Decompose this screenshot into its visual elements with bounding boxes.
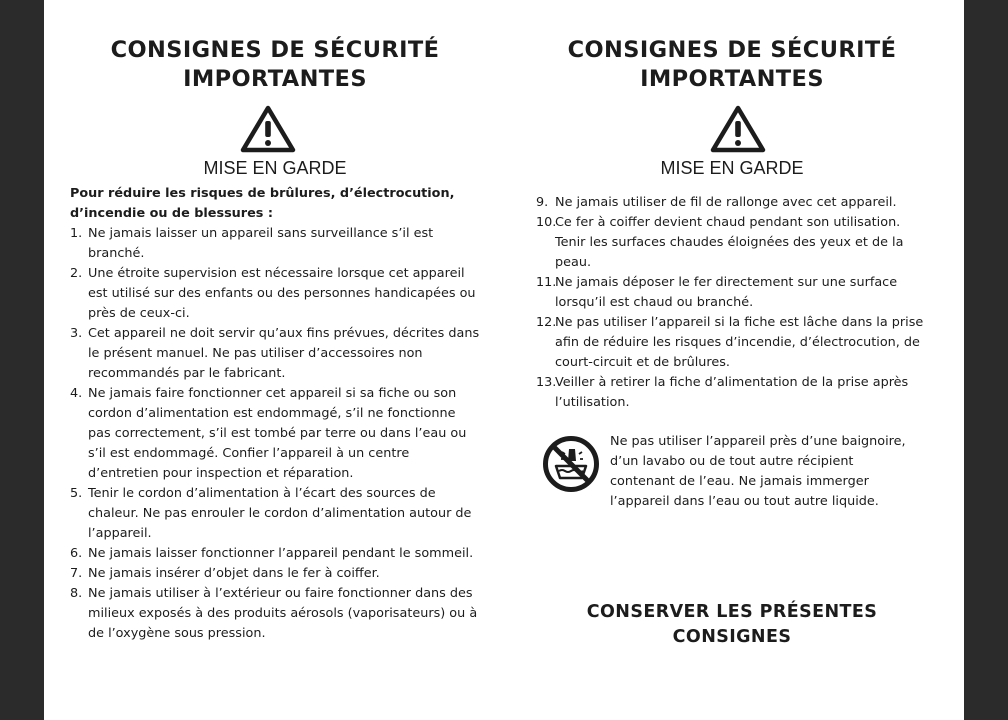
item-number: 4. [70, 386, 83, 401]
item-text: Ne jamais insérer d’objet dans le fer à coiffer. [88, 566, 380, 581]
safety-list-left [70, 224, 480, 644]
list-item [70, 564, 480, 584]
item-number: 11. [536, 275, 557, 290]
item-text: Ne jamais utiliser de fil de rallonge avec cet appareil. [555, 195, 897, 210]
item-text: Ne pas utiliser l’appareil si la fiche est lâche dans la prise afin de réduire les risques d’incendie, d’électrocution, de court-circuit et de brûlures. [555, 315, 924, 370]
list-item [536, 373, 928, 413]
item-number: 10. [536, 215, 557, 230]
item-number: 3. [70, 326, 83, 341]
warning-triangle-icon [240, 104, 296, 158]
list-item [536, 313, 928, 373]
intro-text: Pour réduire les risques de brûlures, d’électrocution, d’incendie ou de blessures : [70, 186, 455, 221]
page-title: CONSIGNES DE SÉCURITÉ IMPORTANTES [567, 37, 897, 92]
warning-triangle-icon [710, 104, 766, 158]
item-text: Une étroite supervision est nécessaire lorsque cet appareil est utilisé sur des enfants ou des personnes handicapées ou près de ceux-ci. [88, 266, 476, 321]
list-item [70, 264, 480, 324]
item-text: Ne jamais faire fonctionner cet appareil si sa fiche ou son cordon d’alimentation est endommagé, s’il ne fonctionne pas correctement, s’il est tombé par terre ou dans l’eau ou s’il est endommagé. Confier l’appareil à un centre d’entretien pour inspection et réparation. [88, 386, 467, 481]
no-water-bath-icon [542, 435, 600, 497]
item-text: Ne jamais laisser fonctionner l’appareil pendant le sommeil. [88, 546, 474, 561]
item-number: 2. [70, 266, 83, 281]
closing-heading: CONSERVER LES PRÉSENTES CONSIGNES [586, 602, 878, 647]
item-text: Ne jamais utiliser à l’extérieur ou faire fonctionner dans des milieux exposés à des produits aérosols (vaporisateurs) ou à de l’oxygène sous pression. [88, 586, 478, 641]
item-text: Veiller à retirer la fiche d’alimentation de la prise après l’utilisation. [555, 375, 909, 410]
item-number: 7. [70, 566, 83, 581]
list-item [70, 484, 480, 544]
list-item [70, 544, 480, 564]
item-number: 8. [70, 586, 83, 601]
list-item [536, 213, 928, 273]
warning-label: MISE EN GARDE [203, 158, 347, 178]
item-text: Cet appareil ne doit servir qu’aux fins prévues, décrites dans le présent manuel. Ne pas utiliser d’accessoires non recommandés par le fabricant. [88, 326, 480, 381]
list-item [536, 273, 928, 313]
safety-list-right [536, 193, 928, 413]
item-number: 12. [536, 315, 557, 330]
manual-page-spread [44, 0, 964, 720]
item-number: 1. [70, 226, 83, 241]
list-item [70, 224, 480, 264]
notice-text: Ne pas utiliser l’appareil près d’une baignoire, d’un lavabo ou de tout autre récipient contenant de l’eau. Ne jamais immerger l’appareil dans l’eau ou tout autre liquide. [610, 434, 906, 509]
item-text: Ce fer à coiffer devient chaud pendant son utilisation. Tenir les surfaces chaudes éloignées des yeux et de la peau. [555, 215, 904, 270]
item-text: Tenir le cordon d’alimentation à l’écart des sources de chaleur. Ne pas enrouler le cordon d’alimentation autour de l’appareil. [88, 486, 472, 541]
item-text: Ne jamais laisser un appareil sans surveillance s’il est branché. [88, 226, 434, 261]
item-text: Ne jamais déposer le fer directement sur une surface lorsqu’il est chaud ou branché. [555, 275, 898, 310]
item-number: 9. [536, 195, 549, 210]
item-number: 5. [70, 486, 83, 501]
item-number: 13. [536, 375, 557, 390]
item-number: 6. [70, 546, 83, 561]
list-item [70, 324, 480, 384]
warning-label: MISE EN GARDE [660, 158, 804, 178]
list-item [70, 384, 480, 484]
list-item [70, 584, 480, 644]
list-item [536, 193, 928, 213]
page-title: CONSIGNES DE SÉCURITÉ IMPORTANTES [110, 37, 440, 92]
